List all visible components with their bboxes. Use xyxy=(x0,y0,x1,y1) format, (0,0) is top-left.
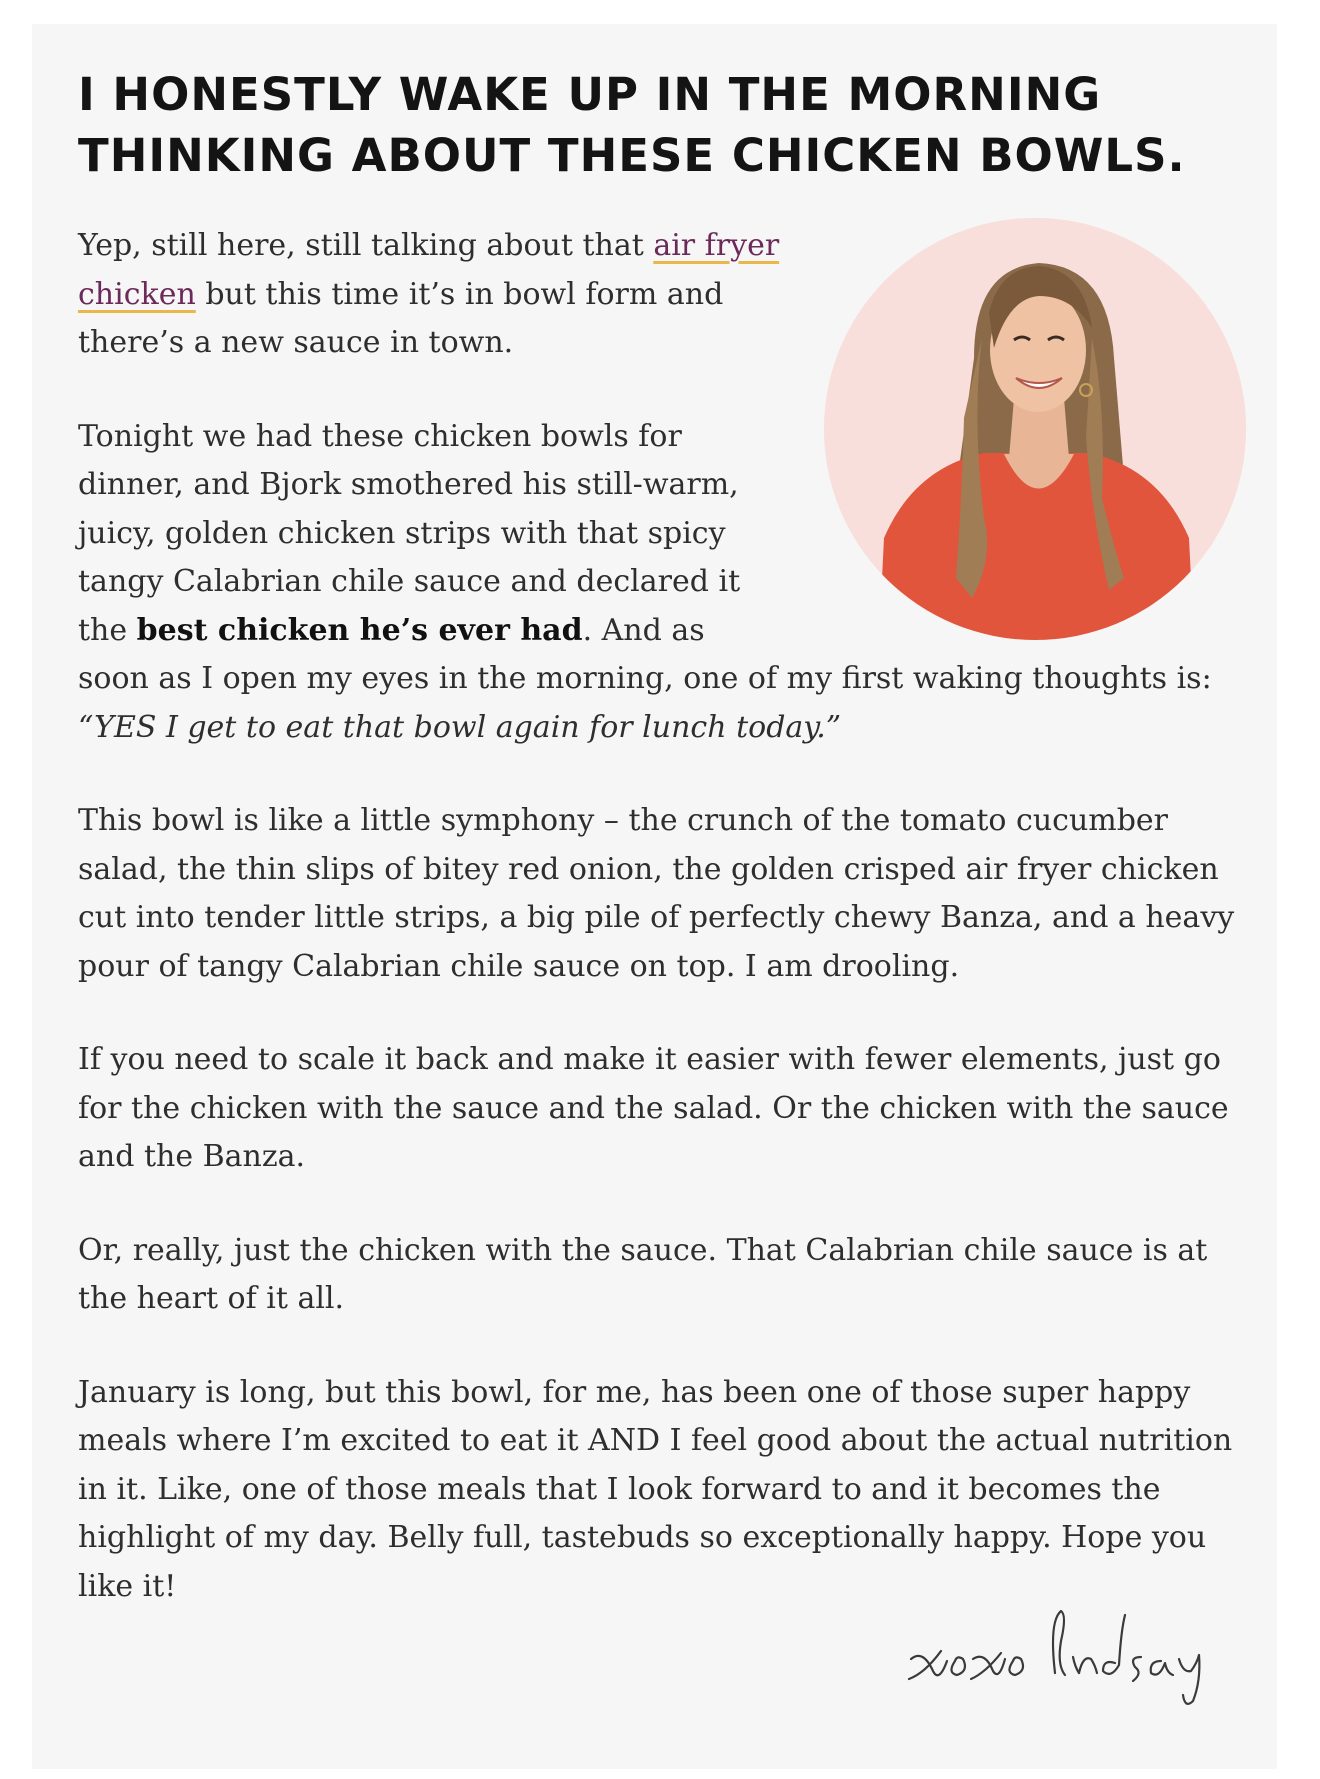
page-title: I HONESTLY WAKE UP IN THE MORNING THINKING ABOUT THESE CHICKEN BOWLS. xyxy=(78,68,1186,182)
italic-quote: “YES I get to eat that bowl again for lunch today.” xyxy=(78,709,842,745)
intro-text-end: but this time it’s in bowl form and there’s a new sauce in town. xyxy=(78,276,724,360)
paragraph-january: January is long, but this bowl, for me, has been one of those super happy meals where I’m excited to eat it AND I feel good about the actual nutrition in it. Like, one of those meals that I look forward to and it becomes the highlight of my day. Belly full, tastebuds so exceptionally happy. Hope you like it! xyxy=(78,1374,1233,1604)
intro-text-start: Yep, still here, still talking about that xyxy=(78,228,654,263)
bold-quote: best chicken he’s ever had xyxy=(136,612,583,648)
dinner-text-start: Tonight we had these chicken bowls for dinner, and Bjork smothered his still-warm, juicy, golden chicken strips with that spicy tangy Calabrian chile sauce and declared it the xyxy=(78,418,741,648)
dinner-text-middle: . And as soon as I open my eyes in the morning, one of my first waking thoughts is: xyxy=(78,612,1212,696)
author-photo xyxy=(824,218,1246,640)
article-content xyxy=(78,64,1246,1656)
article-card xyxy=(32,24,1277,1769)
author-photo-illustration xyxy=(824,218,1246,640)
signature-image xyxy=(903,1601,1243,1711)
paragraph-symphony: This bowl is like a little symphony – the crunch of the tomato cucumber salad, the thin slips of bitey red onion, the golden crisped air fryer chicken cut into tender little strips, a big pile of perfectly chewy Banza, and a heavy pour of tangy Calabrian chile sauce on top. I am drooling. xyxy=(78,803,1235,984)
paragraph-sauce: Or, really, just the chicken with the sauce. That Calabrian chile sauce is at the heart of it all. xyxy=(78,1232,1208,1316)
paragraph-scale-back: If you need to scale it back and make it easier with fewer elements, just go for the chicken with the sauce and the salad. Or the chicken with the sauce and the Banza. xyxy=(78,1042,1229,1174)
air-fryer-chicken-link[interactable]: air fryer chicken xyxy=(78,228,780,312)
